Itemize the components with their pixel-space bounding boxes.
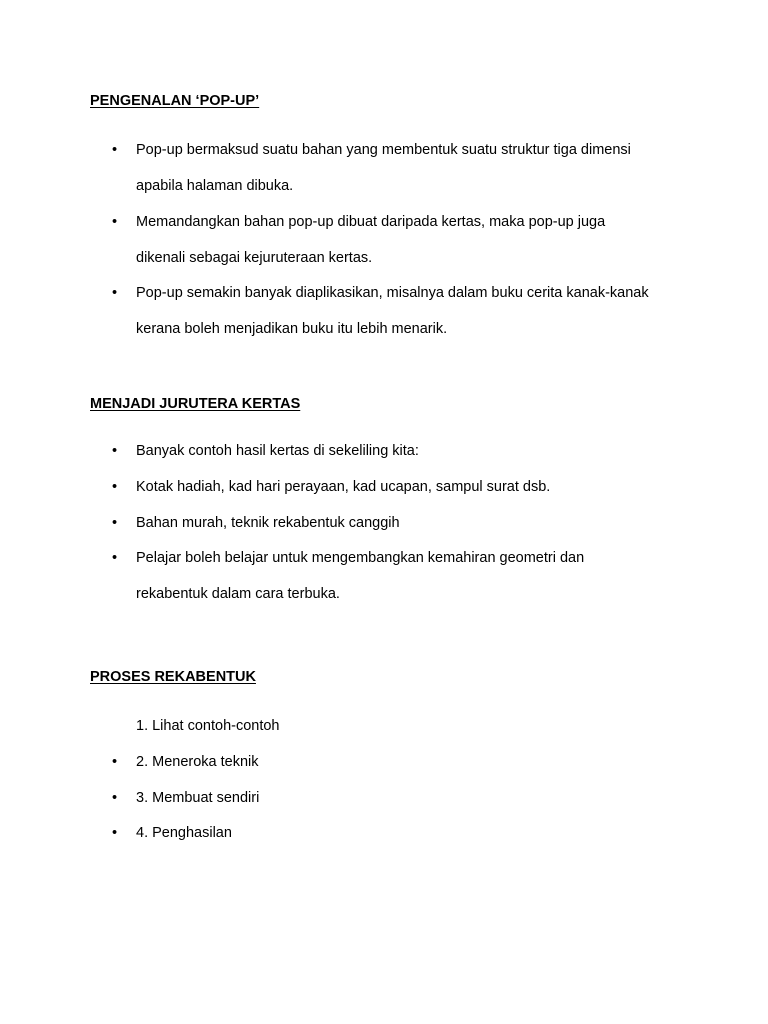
bullet-icon: • (112, 142, 118, 158)
bullet-icon: • (112, 754, 118, 770)
section-heading-proses-rekabentuk: PROSES REKABENTUK (90, 669, 256, 685)
list-item-text: 1. Lihat contoh-contoh (136, 718, 280, 734)
list-item-text: kerana boleh menjadikan buku itu lebih menarik. (136, 321, 448, 337)
list-item-text: rekabentuk dalam cara terbuka. (136, 586, 340, 602)
section-heading-pengenalan: PENGENALAN ‘POP-UP’ (90, 93, 260, 109)
bullet-icon: • (112, 550, 118, 566)
list-item-text: 2. Meneroka teknik (136, 754, 259, 770)
bullet-icon: • (112, 479, 118, 495)
section-heading-menjadi-jurutera: MENJADI JURUTERA KERTAS (90, 396, 301, 412)
bullet-icon: • (112, 515, 118, 531)
list-item-text: Pop-up bermaksud suatu bahan yang membentuk suatu struktur tiga dimensi (136, 142, 631, 158)
list-item-text: dikenali sebagai kejuruteraan kertas. (136, 250, 373, 266)
bullet-icon: • (112, 825, 118, 841)
list-item-text: Kotak hadiah, kad hari perayaan, kad ucapan, sampul surat dsb. (136, 479, 551, 495)
list-item-text: 3. Membuat sendiri (136, 790, 260, 806)
list-item-text: Banyak contoh hasil kertas di sekeliling kita: (136, 443, 419, 459)
bullet-icon: • (112, 285, 118, 301)
list-item-text: 4. Penghasilan (136, 825, 232, 841)
list-item-text: Bahan murah, teknik rekabentuk canggih (136, 515, 400, 531)
list-item-text: apabila halaman dibuka. (136, 178, 294, 194)
bullet-icon: • (112, 214, 118, 230)
bullet-icon: • (112, 443, 118, 459)
bullet-icon: • (112, 790, 118, 806)
list-item-text: Pop-up semakin banyak diaplikasikan, misalnya dalam buku cerita kanak-kanak (136, 285, 649, 301)
list-item-text: Pelajar boleh belajar untuk mengembangkan kemahiran geometri dan (136, 550, 585, 566)
list-item-text: Memandangkan bahan pop-up dibuat daripada kertas, maka pop-up juga (136, 214, 606, 230)
